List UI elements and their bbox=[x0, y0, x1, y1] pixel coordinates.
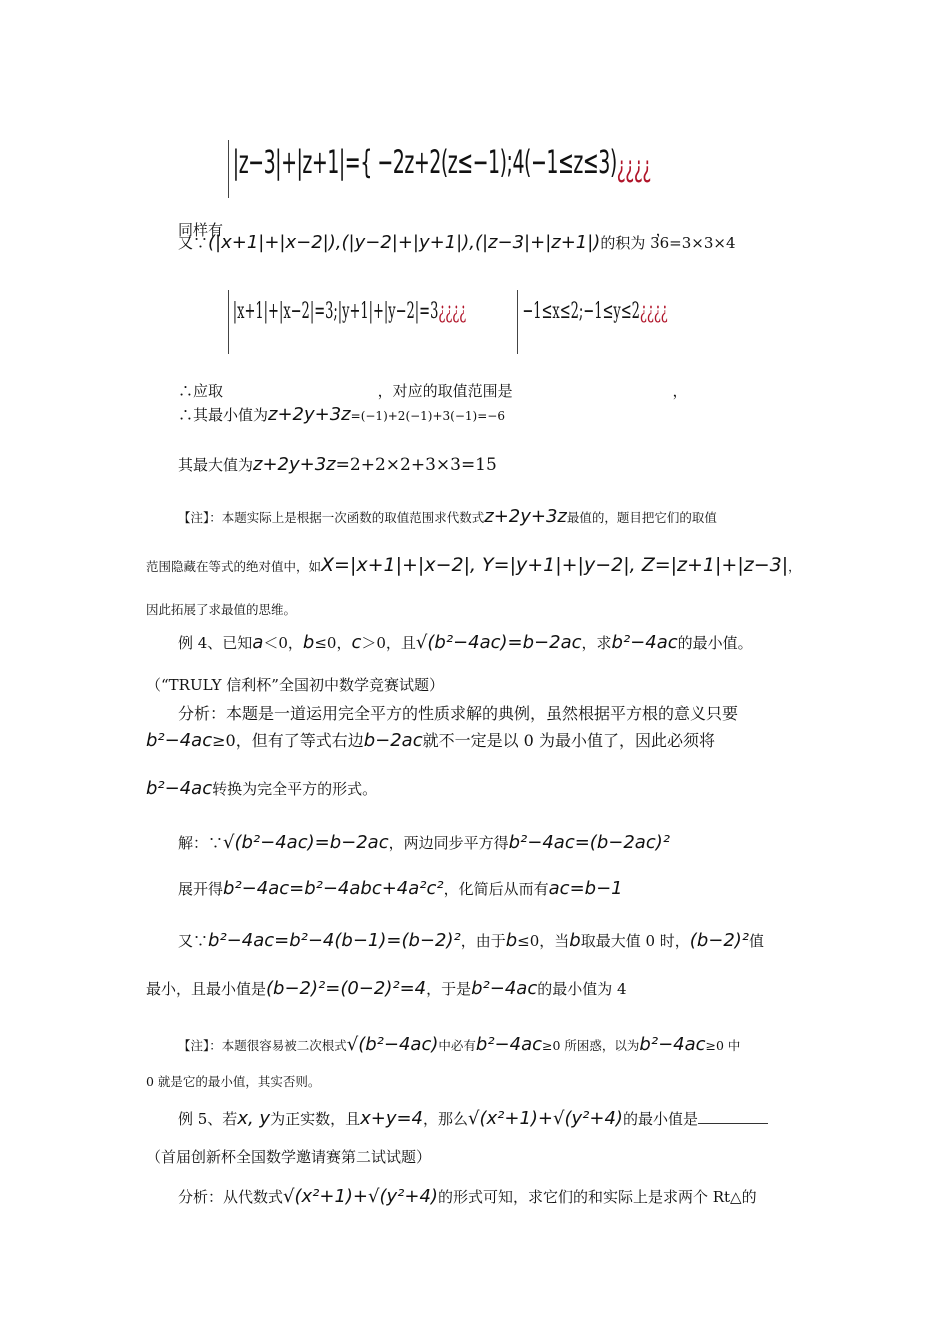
analysis-4-line-2: b²−4ac≥0，但有了等式右边b−2ac就不一定是以 0 为最小值了，因此必须将 bbox=[146, 730, 715, 751]
solution-line-2: 展开得b²−4ac=b²−4abc+4a²c²，化简后从而有ac=b−1 bbox=[178, 878, 623, 899]
product-formula: (|x+1|+|x−2|),(|y−2|+|y+1|),(|z−3|+|z+1|) bbox=[208, 232, 601, 253]
analysis-4-line-3: b²−4ac转换为完全平方的形式。 bbox=[146, 778, 378, 799]
system-formula: |x+1|+|x−2|=3;|y+1|+|y−2|=3¿¿¿¿ bbox=[228, 290, 373, 354]
example-5: 例 5、若x, y为正实数，且x+y=4，那么√(x²+1)+√(y²+4)的最小值是 bbox=[178, 1108, 768, 1130]
analysis-5: 分析：从代数式√(x²+1)+√(y²+4)的形式可知，求它们的和实际上是求两个 Rt△的 bbox=[178, 1186, 757, 1207]
line-2: 又∵(|x+1|+|x−2|),(|y−2|+|y+1|),(|z−3|+|z+1|)的积为 36=3×3×4 bbox=[178, 232, 736, 253]
text: ， bbox=[655, 221, 671, 239]
note-2-line-1: 【注】：本题很容易被二次根式√(b²−4ac)中必有b²−4ac≥0 所困惑，以为b²−4ac≥0 中 bbox=[178, 1034, 741, 1055]
piecewise-formula: |z−3|+|z+1|={ −2z+2(z≤−1);4(−1≤z≤3)¿¿¿¿ bbox=[228, 140, 651, 198]
line-1 bbox=[178, 140, 671, 239]
line-5: 其最大值为z+2y+3z=2+2×2+3×3=15 bbox=[178, 454, 497, 475]
solution-line-4: 最小，且最小值是(b−2)²=(0−2)²=4，于是b²−4ac的最小值为 4 bbox=[146, 978, 627, 999]
note-1-line-3: 因此拓展了求最值的思维。 bbox=[146, 602, 297, 617]
text: 同样有 bbox=[178, 221, 224, 239]
answer-blank bbox=[698, 1111, 768, 1124]
note-1-line-1: 【注】：本题实际上是根据一次函数的取值范围求代数式z+2y+3z最值的，题目把它们的取值 bbox=[178, 506, 717, 527]
analysis-4-line-1: 分析：本题是一道运用完全平方的性质求解的典例，虽然根据平方根的意义只要 bbox=[178, 704, 739, 723]
example-4: 例 4、已知a＜0，b≤0，c＞0，且√(b²−4ac)=b−2ac，求b²−4ac的最小值。 bbox=[178, 632, 753, 653]
line-4: ∴其最小值为z+2y+3z=(−1)+2(−1)+3(−1)=−6 bbox=[178, 404, 505, 425]
note-1-line-2: 范围隐藏在等式的绝对值中，如X=|x+1|+|x−2|, Y=|y+1|+|y−2|, Z=|z+1|+|z−3|， bbox=[146, 554, 801, 576]
example-5-source: （首届创新杯全国数学邀请赛第二试试题） bbox=[146, 1148, 432, 1166]
example-4-source: （“TRULY 信利杯”全国初中数学竞赛试题） bbox=[146, 676, 444, 694]
line-3: ∴应取 |x+1|+|x−2|=3;|y+1|+|y−2|=3¿¿¿¿ ，对应的取值范围是 −1≤x≤2;−1≤y≤2¿¿¿¿ ， bbox=[178, 290, 688, 354]
note-2-line-2: 0 就是它的最小值，其实否则。 bbox=[146, 1074, 321, 1089]
solution-line-3: 又∵b²−4ac=b²−4(b−1)=(b−2)²，由于b≤0，当b取最大值 0 时，(b−2)²值 bbox=[178, 930, 765, 951]
solution-line-1: 解：∵√(b²−4ac)=b−2ac，两边同步平方得b²−4ac=(b−2ac)² bbox=[178, 832, 670, 853]
range-formula: −1≤x≤2;−1≤y≤2¿¿¿¿ bbox=[517, 290, 667, 354]
